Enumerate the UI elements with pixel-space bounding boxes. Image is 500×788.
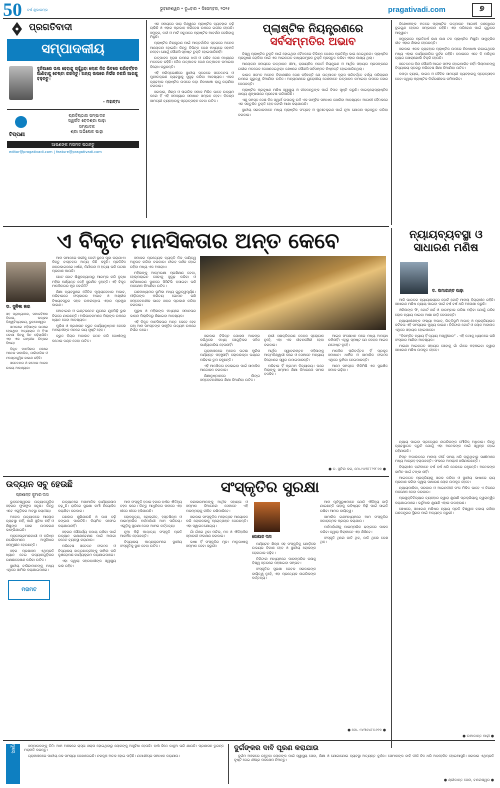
- bottom-right-signature: ● ଶ୍ରୀକାନ୍ତ ଜେନା, ବାଲେଶ୍ୱର ●: [443, 778, 494, 782]
- bottom-left-label-text: ମୁଖ୍ୟ: [11, 744, 16, 754]
- right-headline-line1: ନ୍ୟାୟବ୍ୟବସ୍ଥା ଓ: [409, 228, 483, 241]
- brand-name: ପ୍ରଗତିବାଦୀ: [29, 23, 73, 33]
- top-article-headline: [238, 22, 388, 48]
- founder-line: ଶ୍ରୀ ଅଭିଷେକ ପାଢ଼ୀ: [70, 129, 104, 135]
- founder-line: ସ୍ୱର୍ଗତ ବେଦଶ୍ରୀ ପାଢ଼ୀ: [68, 118, 106, 124]
- right-article-signature: ● ଉମାକାନ୍ତ ପାଢ଼ୀ ●: [462, 734, 494, 738]
- main-col-5: ଆଇନ ସଂଶୋଧନ ପରେ ମଧ୍ୟ ଅପରାଧ କମିନାହିଁ। ଏଥିରୁ ସ୍ପଷ୍ଟ ଯେ କେବଳ ଆଇନ ଯଥେଷ୍ଟ ନୁହେଁ। ମାନସିକ ପରିବର୍ତ୍ତନ ହିଁ ପ୍ରକୃତ ସମାଧାନ। ଧାର୍ମିକ ଓ ସାମାଜିକ ସଂଗଠନ ଏଥିରେ ଭୂମିକା ନେଇପାରନ୍ତି। ଆମେ ସମସ୍ତେ ମିଳିମିଶି ଏକ ସୁରକ୍ଷିତ ସମାଜ ଗଢ଼ିବା।: [328, 334, 388, 373]
- bottom-left-headline: ଉଦ୍ୟାନ ସବୁ ହେଉଛି: [6, 480, 73, 490]
- bottom-left-byline: ପ୍ରଶାନ୍ତ କୁମାର ଦାସ: [16, 492, 49, 497]
- brand-logo: [9, 21, 25, 37]
- opinion-badge: [8, 580, 50, 600]
- date-line: ଭୁବନେଶ୍ୱର • ବୁଧବାର • ଡିସେମ୍ବର, ୨୦୨୫: [160, 6, 230, 11]
- main-col-1: ଆମ ସମାଜରେ ନାରୀକୁ ଦେବୀ ରୂପେ ପୂଜା କରାଯାଏ। କିନ୍ତୁ ବାସ୍ତବତା ଅନ୍ୟ କିଛି କହୁଛି। ପ୍ରତିଦିନ ଖବରକାଗଜରେ ଧର୍ଷଣ, ନିର୍ଯାତନା ଓ ହତ୍ୟା ଭଳି ଘଟଣା ପ୍ରକାଶ ପାଉଛି। ଛୋଟ ଛୋଟ ଶିଶୁକନ୍ୟାଠାରୁ ଆରମ୍ଭ କରି ବୃଦ୍ଧା ମହିଳା ପର୍ଯ୍ୟନ୍ତ କେହି ସୁରକ୍ଷିତ ନୁହନ୍ତି। ଏହି ବିକୃତ ମାନସିକତାର ମୂଳ କେଉଁଠି? ଶିକ୍ଷା ବ୍ୟବସ୍ଥାରେ ନୈତିକ ମୂଲ୍ୟବୋଧର ଅଭାବ, ପରିବାରରେ ସଂସ୍କାରର ଅଭାବ ଓ ଅଶ୍ଳୀଳ ବିଷୟବସ୍ତୁର ସହଜ ଉପଲବ୍ଧତା ଏହାର ପ୍ରମୁଖ କାରଣ। ମୋବାଇଲ ଓ ଇଣ୍ଟରନେଟ ଯୁଗରେ ଯୁବପିଢ଼ି ଭୁଲ ଦିଗରେ ଯାଉଛନ୍ତି। ଅଭିଭାବକମାନେ ପିଲାଙ୍କ ଉପରେ ଧ୍ୟାନ ଦେବା ଆବଶ୍ୟକ। ପୁଲିସ ଓ ପ୍ରଶାସନ ଦ୍ରୁତ କାର୍ଯ୍ୟାନୁଷ୍ଠାନ ନେଲେ ଅପରାଧୀଙ୍କ ମନରେ ଭୟ ସୃଷ୍ଟି ହେବ। ଦ୍ରୁତ ବିଚାର ଅଦାଲତ ଗଠନ କରି ଦୋଷୀଙ୍କୁ କଠୋର ଦଣ୍ଡ ଦେବା ଉଚିତ।: [52, 256, 126, 343]
- second-col-1: ଆମ ସଂସ୍କୃତି ହଜାର ହଜାର ବର୍ଷର ଐତିହ୍ୟ ବହନ କରେ। କିନ୍ତୁ ଆଧୁନିକତା ନାମରେ ଏହା ଧୀରେ ଧୀରେ ହଜିଯାଉଛି। ଲୋକନୃତ୍ୟ, ଲୋକଗୀତ, ହସ୍ତଶିଳ୍ପ ଓ ପାରମ୍ପରିକ ପର୍ବପର୍ବାଣୀ ଆମ ପରିଚୟ। ଏଗୁଡ଼ିକୁ ସୁରକ୍ଷା ଦେବା ଆମର କର୍ତ୍ତବ୍ୟ। ନୂଆ ପିଢ଼ି ପାଶ୍ଚାତ୍ୟ ସଂସ୍କୃତି ପ୍ରତି ଆକର୍ଷିତ ହେଉଛନ୍ତି। ବିଦ୍ୟାଳୟ ପାଠ୍ୟକ୍ରମରେ ସ୍ଥାନୀୟ ସଂସ୍କୃତିକୁ ସ୍ଥାନ ଦେବା ଉଚିତ।: [120, 500, 182, 549]
- tippani-label: ଟିପ୍ପଣୀ: [9, 132, 25, 138]
- anniversary-text: ବର୍ଷ ଶୁଭାରମ୍ଭ: [27, 8, 48, 12]
- main-col-4: ନାରୀ ସଶକ୍ତିକରଣ କେବଳ ସ୍ଲୋଗାନ ନୁହେଁ, ଏହା ଏକ ଜୀବନଶୈଳୀ ହେବା ଦରକାର। ଆର୍ଥିକ ସ୍ୱାବଲମ୍ବନ ମହିଳାଙ୍କୁ ଆତ୍ମବିଶ୍ୱାସୀ କରେ ଓ ସେମାନେ ଅନ୍ୟାୟ ବିରୋଧରେ ସ୍ୱର ଉଠାଇପାରନ୍ତି। ପରିବାର ହିଁ ପ୍ରଥମ ବିଦ୍ୟାଳୟ। ଘରେ ପିଲାଙ୍କୁ ସମ୍ମାନ ଶିକ୍ଷା ଦିଆଗଲେ ସମାଜ ବଦଳିବ।: [264, 334, 324, 377]
- second-signature: ● ମୋ- ୯୪୩୭୪୮୦୬୧୭ ●: [347, 728, 386, 732]
- main-article-signature: ● ଡ. ସୁନିଲ କର, ମୋ-୯୪୩୮୮୨୧୮୭୭ ●: [328, 467, 386, 471]
- right-article-headline: [396, 228, 496, 254]
- editorial-box: [3, 20, 143, 236]
- contact-email[interactable]: editor@pragativadi.com | feature@pragativadi.com: [9, 150, 102, 154]
- bottom-left-col-2: ଉଦ୍ୟାନରେ ଅସାମାଜିକ କାର୍ଯ୍ୟକଳାପ ବଢ଼ୁଛି। ରାତିରେ ସୁରକ୍ଷା କର୍ମୀ ନିୟୋଜିତ କରାଯିବା ଦରକାର। ଗଛଲତା ଶୁଖିଯାଉଛି ଓ ଘାସ ବଢ଼ି ଜଙ୍ଗଲ ପାଲଟିଛି। ନିୟମିତ ସଫେଇ କରାଯାଉନାହିଁ। ସହରର ସୌନ୍ଦର୍ଯ୍ୟ ବଜାୟ ରଖିବା ପାଇଁ ଉଦ୍ୟାନ ରକ୍ଷଣାବେକ୍ଷଣ ପାଇଁ ଅଲଗା ବଜେଟ ବ୍ୟବସ୍ଥା କରାଯାଉ। ପରିବେଶ ସଚେତନ ସଂଗଠନ ଓ ବିଦ୍ୟାଳୟ ଛାତ୍ରଛାତ୍ରୀଙ୍କୁ ସାମିଲ କରି ବୃକ୍ଷରୋପଣ କାର୍ଯ୍ୟକ୍ରମ କରାଯାଇପାରେ। ଏହା ଦ୍ୱାରା ସହରବାସୀଙ୍କ ସ୍ୱାସ୍ଥ୍ୟ ଭଲ ରହିବ।: [58, 500, 116, 568]
- second-headline: ସଂସ୍କୃତିର ସୁରକ୍ଷା: [220, 478, 320, 496]
- top-headline-line2: ସର୍ବସମ୍ମତିର ଅଭାବ: [270, 35, 356, 48]
- quote-author: - ମହାତ୍ମା: [103, 99, 120, 104]
- right-headline-line2: ସାଧାରଣ ମଣିଷ: [413, 241, 479, 254]
- pen-nib-icon: [9, 21, 25, 37]
- main-headline: ଏ ବିକୃତ ମାନସିକତାର ଅନ୍ତ କେବେ: [56, 229, 340, 253]
- bottom-left-label: [6, 744, 20, 784]
- right-author-photo: [400, 262, 428, 294]
- anniversary-number: 50: [3, 0, 22, 21]
- second-col-3: ପର୍ଯ୍ୟଟନ ଶିଳ୍ପ ସହ ସଂସ୍କୃତିକୁ ଯୋଡ଼ିଲେ ଉଭୟର ବିକାଶ ହେବ ଓ ସ୍ଥାନୀୟ ଲୋକଙ୍କ ରୋଜଗାର ବଢ଼ିବ। ଡିଜିଟାଲ ମାଧ୍ୟମରେ ପାରମ୍ପରିକ କଳାକୁ ବିଶ୍ୱ ସ୍ତରରେ ପହଞ୍ଚାଇବା ସମ୍ଭବ। ସଂସ୍କୃତିର ସୁରକ୍ଷା କେବଳ ସରକାରଙ୍କ ଦାୟିତ୍ୱ ନୁହେଁ, ଏହା ପ୍ରତ୍ୟେକ ନାଗରିକଙ୍କ କର୍ତ୍ତବ୍ୟ।: [252, 542, 316, 581]
- main-article-photo: [200, 256, 386, 330]
- main-col-2: ସମାଜର ପ୍ରତ୍ୟେକ ବ୍ୟକ୍ତି ନିଜ ଦାୟିତ୍ୱ ଅନୁଭବ କରିବା ଦରକାର। ନୀରବ ଦର୍ଶକ ହୋଇ ରହିବା ମଧ୍ୟ ଏକ ଅପରାଧ। ମହିଳାଙ୍କୁ ଆତ୍ମରକ୍ଷା ପ୍ରଶିକ୍ଷଣ ଦେବା, ହେଲ୍ପଲାଇନ ସେବାକୁ ସୁଦୃଢ଼ କରିବା ଓ ସର୍ବସାଧାରଣ ସ୍ଥାନରେ ସିସିଟିଭି ବସାଇବା ଭଳି ପଦକ୍ଷେପ ନିଆଯିବା ଉଚିତ। ଗଣମାଧ୍ୟମର ଭୂମିକା ମଧ୍ୟ ଗୁରୁତ୍ୱପୂର୍ଣ୍ଣ। ପୀଡ଼ିତାଙ୍କ ପରିଚୟ ଗୋପନ ରଖି ସମ୍ବେଦନଶୀଳ ଭାବେ ଖବର ପ୍ରକାଶ କରିବା ଦରକାର। ପୁରୁଷ ଓ ମହିଳାଙ୍କ ମଧ୍ୟରେ ସମାନତାର ଭାବନା ପିଲାଦିନରୁ ଶିଖାଇବା ଆବଶ୍ୟକ। ଏହି ବିକୃତ ମାନସିକତାର ଅନ୍ତ କେବେ ହେବ ତାହା ଆମ ସମସ୍ତଙ୍କ ସାମୂହିକ ଉଦ୍ୟମ ଉପରେ ନିର୍ଭର କରେ।: [130, 256, 196, 333]
- bottom-right-headline: ଦୁର୍ଗଙ୍କର ଦାବି ପୂରଣ କରାଯାଉ: [234, 744, 319, 752]
- contact-label: ଆପଣଙ୍କ ମତାମତ ପଠାନ୍ତୁ: [51, 142, 95, 147]
- bottom-strip-right: ଦୁର୍ଗମ ଅଞ୍ଚଳରେ ରହୁଥିବା ଲୋକଙ୍କ ପାଇଁ ସ୍ୱାସ୍ଥ୍ୟ ସେବା, ଶିକ୍ଷା ଓ ଯୋଗାଯୋଗ ବ୍ୟବସ୍ଥା ଅତ୍ୟନ୍ତ ଦୁର୍ବଳ। ସେମାନଙ୍କ ଦାବି ଦୀର୍ଘ ଦିନ ଧରି ଅବହେଳିତ ହୋଇଆସୁଛି। ସରକାର ଏଥିପ୍ରତି ଦୃଷ୍ଟି ଦେଇ ଶୀଘ୍ର ପଦକ୍ଷେପ ନିଅନ୍ତୁ।: [234, 754, 494, 763]
- main-author-bio: ସହ ପ୍ରାଧ୍ୟାପକ, ସମାଜବିଜ୍ଞାନ ବିଭାଗ, ଉତ୍କଳ ବିଶ୍ୱବିଦ୍ୟାଳୟ, ଭୁବନେଶ୍ୱର ସମାଜରେ ମହିଳାଙ୍କ ଉପରେ ହେଉଥିବା ଅତ୍ୟାଚାର ଓ ହିଂସା ଘଟଣା ଦିନକୁ ଦିନ ବଢ଼ିଚାଲିଛି। ଏହା ଏକ ଗମ୍ଭୀର ଚିନ୍ତାର ବିଷୟ। ବିକୃତ ମାନସିକତା ପଛରେ ଅନେକ ସାମାଜିକ, ପାରିବାରିକ ଓ ମନସ୍ତାତ୍ତ୍ୱିକ କାରଣ ରହିଛି। ସଚେତନତା ଓ କଠୋର ଆଇନ ଉଭୟ ଆବଶ୍ୟକ।: [6, 312, 48, 370]
- gandhi-portrait: [9, 66, 33, 100]
- right-article-body: ଆଜି ଭାରତର ନ୍ୟାୟାଳୟରେ କୋଟି କୋଟି ମାମଲା ବିଚାରାଧୀନ ରହିଛି। ସାଧାରଣ ମଣିଷ ନ୍ୟାୟ ପାଇବା ପାଇଁ ବର୍ଷ ବର୍ଷ ଧରି ଅପେକ୍ଷା କରୁଛି। ଓକିଲଙ୍କ ଫି, କୋର୍ଟ ଖର୍ଚ୍ଚ ଓ ବାରମ୍ବାର ତାରିଖ ପଡ଼ିବା ଯୋଗୁଁ ଗରିବ ଲୋକ ନ୍ୟାୟ ପାଇବା ଆଶା ଛାଡ଼ି ଦେଉଛନ୍ତି। ନ୍ୟାୟାଧୀଶଙ୍କ ସଂଖ୍ୟା ଅଭାବ, ଭିତ୍ତିଭୂମି ଅଭାବ ଓ ପ୍ରକ୍ରିୟାଗତ ଜଟିଳତା ଏହି ସମସ୍ୟାର ମୁଖ୍ୟ କାରଣ। ଡିଜିଟାଲ କୋର୍ଟ ଓ ଲୋକ ଅଦାଲତ ଏଥିରେ ସହାୟକ ହୋଇପାରେ। “ବିଳମ୍ବିତ ନ୍ୟାୟ ହିଁ ନ୍ୟାୟ ଅସ୍ୱୀକାର” - ଏହି କଥାକୁ ଧ୍ୟାନରେ ରଖି ସଂସ୍କାର ଆଣିବା ଆବଶ୍ୟକ। ମାଗଣା ଆଇନଗତ ସହାୟତା ସେବାକୁ ଗାଁ ଗାଁରେ ପହଞ୍ଚାଇବା ଦ୍ୱାରା ସାଧାରଣ ମଣିଷ ଉପକୃତ ହେବେ।: [395, 298, 495, 353]
- bottom-strip-left: ସମ୍ପାଦକଙ୍କୁ ଚିଠି: ଆମ ଅଞ୍ଚଳରେ ରାସ୍ତା ଖରାପ ହୋଇଥିବାରୁ ଲୋକଙ୍କୁ ଅସୁବିଧା ହେଉଛି। ବର୍ଷା ଦିନେ କାଦୁଅ ଭରି ଯାଉଛି। ପ୍ରଶାସନ ତୁରନ୍ତ ମରାମତି କରନ୍ତୁ। ଗ୍ରାମାଞ୍ଚଳରେ ପାନୀୟ ଜଳ ସମସ୍ୟା ଦେଖାଦେଇଛି। ନଳକୂପ ଅଚଳ ହୋଇ ପଡ଼ିଛି। ଯଥାଶୀଘ୍ର ସମାଧାନ କରାଯାଉ।: [24, 744, 224, 759]
- page-number-text: ୭: [479, 4, 485, 13]
- contact-bar: [7, 141, 139, 148]
- opinion-badge-label: ମତାମତ: [21, 587, 37, 593]
- top-headline-line1: ପ୍ଲାଷ୍ଟିକ ନିୟନ୍ତ୍ରଣରେ: [262, 22, 364, 35]
- founder-block: [37, 113, 137, 135]
- top-article-left-col: ଏକ ସମୟରେ ସାରା ବିଶ୍ୱରେ ପ୍ଲାଷ୍ଟିକ ବ୍ୟବହାର ବଢ଼ି ଚାଲିଛି ଓ ଏହାର ପ୍ରଭାବ ପରିବେଶ ଉପରେ ଗଭୀର ହେଉଛି। ସମୁଦ୍ର, ନଦୀ ଓ ମାଟି ସବୁଠାରେ ପ୍ଲାଷ୍ଟିକ ଆବର୍ଜନା ଦେଖିବାକୁ ମିଳୁଛି। ପ୍ଲାଷ୍ଟିକ ନିୟନ୍ତ୍ରଣ ପାଇଁ ଆନ୍ତର୍ଜାତିକ ସ୍ତରରେ ଅନେକ ଆଲୋଚନା ହୋଇଛି। କିନ୍ତୁ ବିଭିନ୍ନ ଦେଶ ମଧ୍ୟରେ ସହମତି ନହେବା ଯୋଗୁଁ କୌଣସି ସ୍ପଷ୍ଟ ଚୁକ୍ତି ହୋଇପାରିନାହିଁ। ଉତ୍ପାଦନ ହ୍ରାସ ଉପରେ ଧନୀ ଓ ଗରିବ ଦେଶ ମଧ୍ୟରେ ମତଭେଦ ରହିଛି। ତୈଳ ଉତ୍ପାଦକ ଦେଶ ଉତ୍ପାଦନ କମାଇବା ବିରୋଧ କରୁଛନ୍ତି। ଏହି ପରିପ୍ରେକ୍ଷୀରେ ସ୍ଥାନୀୟ ସ୍ତରରେ ସଚେତନତା ଓ ପୁନଃଚକ୍ରଣ ବ୍ୟବସ୍ଥାକୁ ସୁଦୃଢ଼ କରିବା ଆବଶ୍ୟକ। ଏକକ ବ୍ୟବହାର ପ୍ଲାଷ୍ଟିକ ଉପରେ କଡ଼ା ନିଷେଧାଜ୍ଞା ଲାଗୁ କରାଯିବା ଦରକାର। ସରକାର, ଶିଳ୍ପ ଓ ନାଗରିକ ସମାଜ ମିଳିତ ଭାବେ ଉଦ୍ୟମ କଲେ ହିଁ ଏହି ସମସ୍ୟାର ସମାଧାନ ସମ୍ଭବ ହେବ। ବିକଳ୍ପ ସାମଗ୍ରୀ ବ୍ୟବହାରକୁ ପ୍ରୋତ୍ସାହନ ଦେବା ଉଚିତ।: [150, 22, 234, 103]
- page-number: [472, 3, 492, 17]
- tippani-icon: [15, 116, 27, 128]
- bottom-left-col-1: ଭୁବନେଶ୍ୱରର ଉଦ୍ୟାନଗୁଡ଼ିକ ସହରର ଫୁସଫୁସ ସଦୃଶ। କିନ୍ତୁ ଏବେ ଏଗୁଡ଼ିକର ଅବସ୍ଥା ଦୟନୀୟ। ଅନେକ ଉଦ୍ୟାନରେ ଆଲୋକ ବ୍ୟବସ୍ଥା ନାହିଁ, ପାଣି ସୁବିଧା ନାହିଁ ଓ ଶିଶୁଙ୍କ ଖେଳ ଉପକରଣ ଭାଙ୍ଗିଯାଇଛି। ପ୍ରାତଃଭ୍ରମଣକାରୀ ଓ ବରିଷ୍ଠ ନାଗରିକମାନେ ଅସୁବିଧାର ସମ୍ମୁଖୀନ ହେଉଛନ୍ତି। ସହର ପ୍ରଶାସନ ଏଥିପ୍ରତି ଧ୍ୟାନ ଦେଇ ଉଦ୍ୟାନଗୁଡ଼ିକର ରକ୍ଷଣାବେକ୍ଷଣ କରିବା ଉଚିତ। ସ୍ଥାନୀୟ ବାସିନ୍ଦାମାନଙ୍କୁ ମଧ୍ୟ ଏଥିରେ ସାମିଲ କରାଯାଇପାରେ।: [6, 500, 54, 573]
- top-article-mid-col: ବିଶ୍ୱ ପ୍ଲାଷ୍ଟିକ ଚୁକ୍ତି ପାଇଁ ହୋଇଥିବା ବୈଠକରେ ବିଭିନ୍ନ ଦେଶର ପ୍ରତିନିଧି ଭାଗ ନେଇଥିଲେ। ପ୍ଲାଷ୍ଟିକ ପ୍ରଦୂଷଣ ରୋକିବା ପାଇଁ ଏକ ଆଇନଗତ ବାଧ୍ୟତାମୂଳକ ଚୁକ୍ତି ପ୍ରସ୍ତୁତ କରିବା ଏହାର ଲକ୍ଷ୍ୟ ଥିଲା। ଆଲୋଚନା ସମୟରେ ଉତ୍ପାଦନ ସୀମା, ରାସାୟନିକ ପଦାର୍ଥ ନିୟନ୍ତ୍ରଣ ଓ ଆର୍ଥିକ ସହାୟତା ପ୍ରସଙ୍ଗରେ ଗଭୀର ମତଭେଦ ଦେଖାଦେଇଥିଲା। ଶେଷରେ କୌଣସି ସର୍ବସମ୍ମତ ନିଷ୍ପତ୍ତି ହୋଇପାରିନଥିଲା। ଭାରତ ସମେତ ଅନେକ ବିକାଶଶୀଳ ଦେଶ କହିଛନ୍ତି ଯେ ଉତ୍ପାଦନ ହ୍ରାସ ପରିବର୍ତ୍ତେ ବର୍ଜ୍ୟ ପରିଚାଳନା ଉପରେ ଗୁରୁତ୍ୱ ଦିଆଯିବା ଉଚିତ। ଅନ୍ୟପକ୍ଷରେ ୟୁରୋପୀୟ ଦେଶମାନେ ଉତ୍ପାଦନ କମାଇବା ଉପରେ ଜୋର ଦେଉଛନ୍ତି। ପ୍ଲାଷ୍ଟିକ ପ୍ରଦୂଷଣ ମଣିଷ ସ୍ୱାସ୍ଥ୍ୟ ଓ ଜୀବଜନ୍ତୁଙ୍କ ପାଇଁ ବିପଦ ସୃଷ୍ଟି କରୁଛି। ମାଇକ୍ରୋପ୍ଲାଷ୍ଟିକ ଖାଦ୍ୟ ଶୃଙ୍ଖଳାରେ ପ୍ରବେଶ କରିସାରିଛି। ଏଣୁ ସମସ୍ତ ଦେଶ ନିଜ ସ୍ୱାର୍ଥ ଉପରକୁ ଉଠି ଏକ ସାମୂହିକ ସମାଧାନ ଖୋଜିବା ଆବଶ୍ୟକ। ଆଗାମୀ ବୈଠକରେ ଏକ ସନ୍ତୁଳିତ ଚୁକ୍ତି ହେବ ବୋଲି ଆଶା କରାଯାଉଛି। ସ୍ଥାନୀୟ ସରକାରମାନେ ମଧ୍ୟ ପ୍ଲାଷ୍ଟିକ ସଂଗ୍ରହ ଓ ପୁନଃଚକ୍ରଣ ପାଇଁ ନୂଆ ଯୋଜନା ପ୍ରସ୍ତୁତ କରିବା ଦରକାର।: [238, 52, 388, 117]
- site-url[interactable]: pragativadi.com: [388, 5, 446, 14]
- editorial-title: ସମ୍ପାଦକୀୟ: [41, 42, 105, 57]
- main-author-photo: [6, 262, 46, 302]
- right-lower-body: ନ୍ୟାୟ ପାଇବା ପ୍ରତ୍ୟେକ ନାଗରିକଙ୍କ ମୌଳିକ ଅଧିକାର। କିନ୍ତୁ ବ୍ୟବସ୍ଥାଗତ ତ୍ରୁଟି ଯୋଗୁଁ ଏହା ଅନେକଙ୍କ ପାଇଁ ସ୍ୱପ୍ନ ହୋଇ ରହିଯାଉଛି। ନିମ୍ନ ଅଦାଲତରେ ମାମଲା ଦୀର୍ଘ ସମୟ ଧରି ଚାଲୁଥିବାରୁ ସାକ୍ଷୀମାନେ ମଧ୍ୟ ଆଗ୍ରହ ହରାଉଛନ୍ତି। ଫଳରେ ଅପରାଧୀ ଖସିଯାଉଛନ୍ତି। ବିଚାରାଧୀନ ବନ୍ଦୀମାନେ ବର୍ଷ ବର୍ଷ ଧରି ଜେଲରେ ରହୁଛନ୍ତି। ଅନେକଙ୍କ ଜାମିନ ପାଇଁ ଟଙ୍କା ନାହିଁ। ଆଇନଗତ ପ୍ରକ୍ରିୟାକୁ ସରଳ କରିବା ଓ ସ୍ଥାନୀୟ ଭାଷାରେ ରାୟ ପ୍ରକାଶ କରିବା ଦ୍ୱାରା ସାଧାରଣ ଲୋକ ଉପକୃତ ହେବେ। ନ୍ୟାୟପାଳିକା, ସରକାର ଓ ଆଇନଜୀବୀ ସଂଘ ମିଳିତ ଭାବେ ଏ ଦିଗରେ ପଦକ୍ଷେପ ନେବା ଦରକାର। ପ୍ରଯୁକ୍ତିବିଦ୍ୟାର ବ୍ୟବହାର ଦ୍ୱାରା ଶୁଣାଣି ପ୍ରକ୍ରିୟାକୁ ତ୍ୱରାନ୍ୱିତ କରାଯାଇପାରେ। ଭର୍ଚୁଆଲ ଶୁଣାଣି ଏହାର ଉଦାହରଣ। ଶେଷରେ, ସାଧାରଣ ମଣିଷର ନ୍ୟାୟ ପ୍ରତି ବିଶ୍ୱାସ ବଜାୟ ରଖିବା ଗଣତନ୍ତ୍ରର ସ୍ଥିରତା ପାଇଁ ଅତ୍ୟନ୍ତ ଜରୁରୀ।: [395, 440, 495, 516]
- second-col-2: କଳାକାରମାନଙ୍କୁ ଆର୍ଥିକ ସହାୟତା ଓ ସମ୍ମାନ ଦିଆଗଲେ ସେମାନେ ଏହି ପରମ୍ପରାକୁ ଜୀବିତ ରଖିପାରିବେ। ସରକାର ସାଂସ୍କୃତିକ ମହୋତ୍ସବ ଆୟୋଜନ କରି ଲୋକକଳାକୁ ପ୍ରୋତ୍ସାହନ ଦେଉଛନ୍ତି। ଏହା ସ୍ୱାଗତଯୋଗ୍ୟ। ଗାଁ ଗାଁରେ ଥିବା ମନ୍ଦିର, ମଠ ଓ ଐତିହାସିକ ସ୍ମାରକୀ ସଂରକ୍ଷଣ ଦରକାର। ଭାଷା ହିଁ ସଂସ୍କୃତିର ମୂଳ। ମାତୃଭାଷାକୁ ସମ୍ମାନ ଦେବା ଜରୁରୀ।: [186, 500, 248, 549]
- main-col-3: ସରକାର ବିଭିନ୍ନ ଯୋଜନା ଆରମ୍ଭ କରିଥିଲେ ମଧ୍ୟ ସେଗୁଡ଼ିକର ସଠିକ କାର୍ଯ୍ୟକାରିତା ହେଉନାହିଁ। ଗ୍ରାମାଞ୍ଚଳରେ ଅନେକ ଘଟଣା ପୁଲିସ ପର୍ଯ୍ୟନ୍ତ ପହଞ୍ଚୁନାହିଁ। ଲୋକଲଜ୍ଜା ଭୟରେ ପରିବାର ଚୁପ ରହୁଛନ୍ତି। ଏହି ମାନସିକତା ବଦଳାଇବା ପାଇଁ ସାମାଜିକ ଆନ୍ଦୋଳନ ଦରକାର। ଶିକ୍ଷାନୁଷ୍ଠାନରେ ଲିଙ୍ଗ ସମ୍ବେଦନଶୀଳତା ଶିକ୍ଷା ଦିଆଯିବା ଉଚିତ।: [200, 334, 260, 383]
- main-author-name: ଡ. ସୁନିଲ କର: [6, 305, 31, 310]
- editorial-quote: ଦୁନିଆରେ ଭଲ ହେବାକୁ ଚାହୁଁଥିବା ଲୋକ ନିଜ ଭିତରେ ପରିବର୍ତ୍ତନ ଆଣିବାକୁ ଚେଷ୍ଟା କରନ୍ତୁ। ଅନ୍ୟ ଉପରେ ନିର୍ଭର ନକରି ଆଗକୁ ବଢ଼ନ୍ତୁ।: [37, 66, 138, 82]
- founder-line: ପ୍ରତିଷ୍ଠାତା ସମ୍ପାଦକ: [68, 113, 106, 118]
- top-article-right-col: ବିଶେଷଜ୍ଞଙ୍କ ମତରେ ପ୍ଲାଷ୍ଟିକ ଉତ୍ପାଦନ ଆଗାମୀ ଦଶନ୍ଧିରେ ଦୁଇଗୁଣ ହେବାର ସମ୍ଭାବନା ରହିଛି। ଏହା ପରିବେଶ ପାଇଁ ଗୁରୁତର ଆହ୍ୱାନ। ସମୁଦ୍ରରେ ପ୍ରତିବର୍ଷ ଲକ୍ଷ ଲକ୍ଷ ଟନ ପ୍ଲାଷ୍ଟିକ ମିଶୁଛି। ସାମୁଦ୍ରିକ ଜୀବ ଏହାର ଶିକାର ହେଉଛନ୍ତି। ସରକାର ଏକକ ବ୍ୟବହାର ପ୍ଲାଷ୍ଟିକ ଉପରେ ନିଷେଧାଜ୍ଞା ଲଗାଇଥିଲେ ମଧ୍ୟ ଏହାର କାର୍ଯ୍ୟକାରିତା ଦୁର୍ବଳ ରହିଛି। ବଜାରରେ ଏବେ ବି ପଲିଥିନ ବ୍ୟାଗ ଖୋଲାଖୋଲି ବିକ୍ରି ହେଉଛି। ସଚେତନତା ବିନା କୌଣସି ଆଇନ ସଫଳ ହୋଇପାରିବ ନାହିଁ। ପିଲାମାନଙ୍କୁ ବିଦ୍ୟାଳୟ ସ୍ତରରୁ ପରିବେଶ ଶିକ୍ଷା ଦିଆଯିବା ଉଚିତ। କପଡ଼ା ବ୍ୟାଗ, କାଗଜ ଓ ଜୈବିକ ସାମଗ୍ରୀ ବ୍ୟବହାରକୁ ପ୍ରୋତ୍ସାହନ ଦେବା ଦ୍ୱାରା ପ୍ଲାଷ୍ଟିକ ନିର୍ଭରଶୀଳତା କମିପାରିବ।: [395, 22, 495, 81]
- founder-line: ସମ୍ପାଦକ: [79, 123, 95, 129]
- second-author-photo: [254, 502, 280, 532]
- right-author-name: ଡ. ଉମାକାନ୍ତ ପାଢ଼ୀ: [432, 288, 464, 293]
- editorial-title-banner: [7, 39, 139, 61]
- second-col-4: ଆମ ପୂର୍ବପୁରୁଷମାନେ ଯେଉଁ ଐତିହ୍ୟ ଛାଡ଼ି ଯାଇଛନ୍ତି ତାହାକୁ ଭବିଷ୍ୟତ ପିଢ଼ି ପାଇଁ ସାଇତି ରଖିବା ଆମର ଦାୟିତ୍ୱ। ସାମାଜିକ ଗଣମାଧ୍ୟମରେ ଆମ ସଂସ୍କୃତିର ସକାରାତ୍ମକ ପ୍ରଚାର କରାଯାଉ। ପର୍ବପର୍ବାଣୀକୁ ପାରମ୍ପରିକ ଢଙ୍ଗରେ ପାଳନ କରିବା ଦ୍ୱାରା ପିଲାମାନେ ଏହା ଶିଖିବେ। ସଂସ୍କୃତି ଥିଲେ ଜାତି ଥିବ, ଜାତି ଥିଲେ ଦେଶ ଥିବ।: [320, 500, 388, 545]
- main-author-bio-text: ସହ ପ୍ରାଧ୍ୟାପକ, ସମାଜବିଜ୍ଞାନ ବିଭାଗ, ଉତ୍କଳ ବିଶ୍ୱବିଦ୍ୟାଳୟ, ଭୁବନେଶ୍ୱର: [6, 312, 48, 325]
- second-author-name: ଗୋପାଳ ଦାସ: [252, 534, 272, 539]
